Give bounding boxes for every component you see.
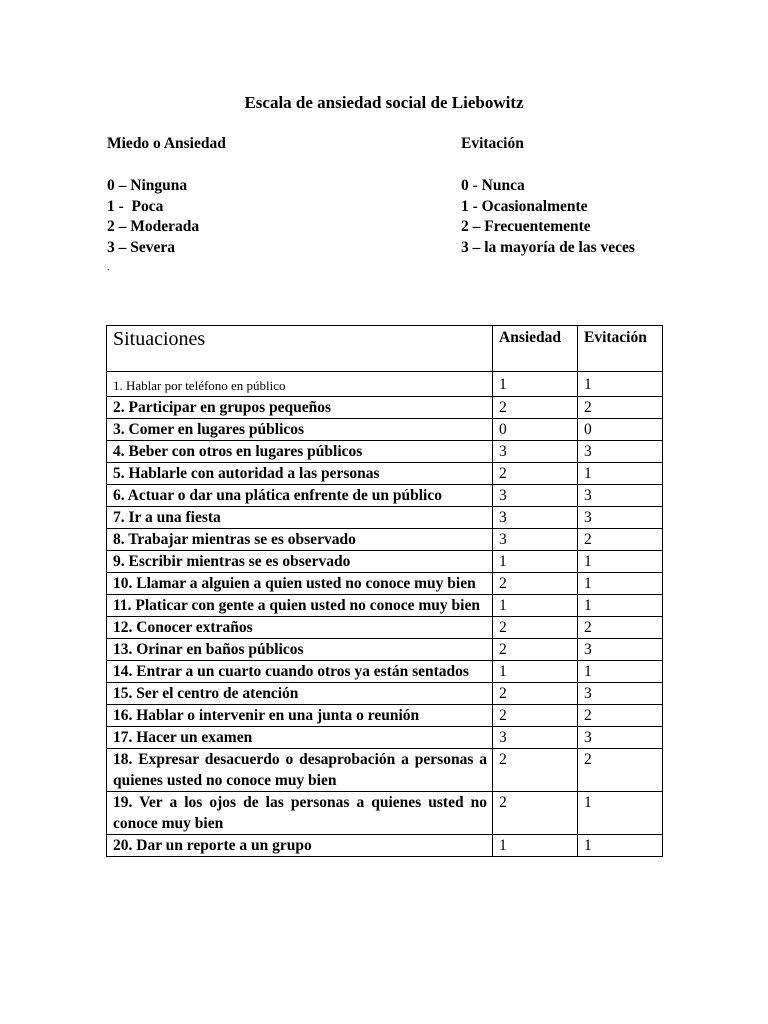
anxiety-cell: 3 <box>493 507 578 529</box>
anxiety-cell: 3 <box>493 441 578 463</box>
table-row <box>107 419 663 441</box>
situation-cell: 10. Llamar a alguien a quien usted no conoce muy bien <box>107 573 493 595</box>
avoidance-cell: 3 <box>578 639 663 661</box>
table-row <box>107 595 663 617</box>
situation-cell: 2. Participar en grupos pequeños <box>107 397 493 419</box>
avoidance-cell: 2 <box>578 529 663 551</box>
situation-cell: 7. Ir a una fiesta <box>107 507 493 529</box>
situation-cell: 11. Platicar con gente a quien usted no conoce muy bien <box>107 595 493 617</box>
fear-scale-heading: Miedo o Ansiedad <box>107 135 226 152</box>
avoidance-cell: 1 <box>578 463 663 485</box>
avoidance-cell: 2 <box>578 749 663 792</box>
avoidance-cell: 3 <box>578 507 663 529</box>
anxiety-cell: 0 <box>493 419 578 441</box>
anxiety-cell: 2 <box>493 792 578 835</box>
table-row <box>107 507 663 529</box>
avoidance-scale-item: 3 – la mayoría de las veces <box>461 239 635 257</box>
avoidance-scale-item: 2 – Frecuentemente <box>461 218 591 236</box>
avoidance-scale-item: 0 - Nunca <box>461 176 525 194</box>
avoidance-cell: 1 <box>578 372 663 397</box>
avoidance-scale <box>461 134 635 259</box>
situation-cell: 1. Hablar por teléfono en público <box>107 372 493 397</box>
anxiety-cell: 1 <box>493 372 578 397</box>
situation-cell: 5. Hablarle con autoridad a las personas <box>107 463 493 485</box>
situation-cell: 20. Dar un reporte a un grupo <box>107 835 493 857</box>
anxiety-cell: 3 <box>493 727 578 749</box>
header-anxiety: Ansiedad <box>493 326 578 372</box>
situation-cell: 19. Ver a los ojos de las personas a quienes usted no conoce muy bien <box>107 792 493 835</box>
table-row <box>107 441 663 463</box>
anxiety-cell: 2 <box>493 749 578 792</box>
table-row <box>107 705 663 727</box>
situation-cell: 18. Expresar desacuerdo o desaprobación a personas a quienes usted no conoce muy bien <box>107 749 493 792</box>
anxiety-cell: 3 <box>493 529 578 551</box>
anxiety-cell: 2 <box>493 463 578 485</box>
anxiety-cell: 2 <box>493 573 578 595</box>
fear-scale-item: 2 – Moderada <box>107 218 200 236</box>
anxiety-cell: 1 <box>493 835 578 857</box>
situation-cell: 8. Trabajar mientras se es observado <box>107 529 493 551</box>
fear-scale <box>107 134 226 259</box>
anxiety-cell: 2 <box>493 617 578 639</box>
anxiety-cell: 2 <box>493 683 578 705</box>
avoidance-cell: 1 <box>578 661 663 683</box>
avoidance-cell: 1 <box>578 835 663 857</box>
anxiety-cell: 1 <box>493 595 578 617</box>
anxiety-cell: 2 <box>493 639 578 661</box>
table-row <box>107 397 663 419</box>
table-row <box>107 639 663 661</box>
header-avoidance: Evitación <box>578 326 663 372</box>
situation-cell: 4. Beber con otros en lugares públicos <box>107 441 493 463</box>
anxiety-cell: 2 <box>493 397 578 419</box>
avoidance-cell: 3 <box>578 485 663 507</box>
situation-cell: 17. Hacer un examen <box>107 727 493 749</box>
table-row <box>107 529 663 551</box>
table-row <box>107 463 663 485</box>
document-title: Escala de ansiedad social de Liebowitz <box>244 93 524 112</box>
table-row <box>107 661 663 683</box>
avoidance-cell: 3 <box>578 683 663 705</box>
anxiety-cell: 1 <box>493 661 578 683</box>
avoidance-cell: 1 <box>578 573 663 595</box>
situation-cell: 16. Hablar o intervenir en una junta o reunión <box>107 705 493 727</box>
table-row <box>107 792 663 835</box>
anxiety-cell: 3 <box>493 485 578 507</box>
avoidance-scale-item: 1 - Ocasionalmente <box>461 197 588 215</box>
avoidance-cell: 2 <box>578 617 663 639</box>
anxiety-cell: 2 <box>493 705 578 727</box>
situation-cell: 9. Escribir mientras se es observado <box>107 551 493 573</box>
anxiety-cell: 1 <box>493 551 578 573</box>
stray-mark: . <box>107 262 110 273</box>
table-row <box>107 835 663 857</box>
situation-cell: 6. Actuar o dar una plática enfrente de un público <box>107 485 493 507</box>
avoidance-cell: 2 <box>578 705 663 727</box>
table-row <box>107 683 663 705</box>
avoidance-scale-heading: Evitación <box>461 135 524 152</box>
avoidance-cell: 3 <box>578 727 663 749</box>
situation-cell: 12. Conocer extraños <box>107 617 493 639</box>
table-row <box>107 617 663 639</box>
table-row <box>107 372 663 397</box>
table-row <box>107 551 663 573</box>
fear-scale-item: 3 – Severa <box>107 239 176 257</box>
avoidance-cell: 1 <box>578 595 663 617</box>
situation-cell: 13. Orinar en baños públicos <box>107 639 493 661</box>
header-situations: Situaciones <box>107 326 493 372</box>
avoidance-cell: 2 <box>578 397 663 419</box>
situation-cell: 14. Entrar a un cuarto cuando otros ya están sentados <box>107 661 493 683</box>
avoidance-cell: 0 <box>578 419 663 441</box>
avoidance-cell: 1 <box>578 792 663 835</box>
fear-scale-item: 1 - Poca <box>107 197 164 215</box>
table-row <box>107 727 663 749</box>
situation-cell: 15. Ser el centro de atención <box>107 683 493 705</box>
table-row <box>107 573 663 595</box>
avoidance-cell: 3 <box>578 441 663 463</box>
situation-cell: 3. Comer en lugares públicos <box>107 419 493 441</box>
avoidance-cell: 1 <box>578 551 663 573</box>
table-header-row <box>107 326 663 372</box>
table-row <box>107 749 663 792</box>
table-row <box>107 485 663 507</box>
situations-table <box>106 325 663 857</box>
fear-scale-item: 0 – Ninguna <box>107 176 188 194</box>
